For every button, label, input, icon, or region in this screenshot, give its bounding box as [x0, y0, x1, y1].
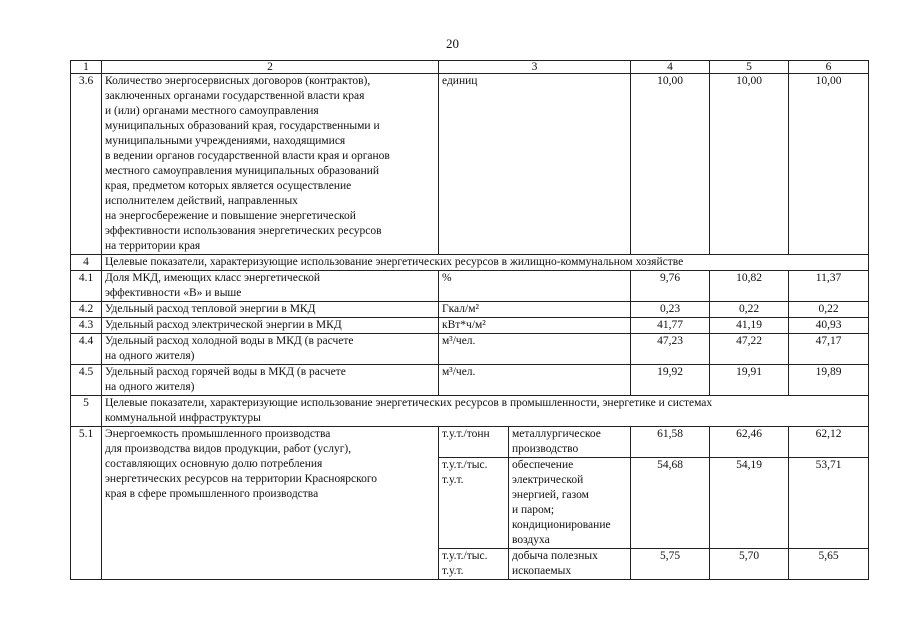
text-line: в ведении органов государственной власти края и органов	[105, 150, 390, 162]
text-line: Удельный расход горячей воды в МКД (в расчете	[105, 366, 346, 378]
text-line: электрической	[512, 474, 584, 486]
text-line: энергетических ресурсов на территории Красноярского	[105, 473, 378, 485]
value-cell: 41,77	[631, 318, 710, 334]
value-cell: 40,93	[789, 318, 869, 334]
text-line: обеспечение	[512, 459, 574, 471]
indicator-name: Удельный расход электрической энергии в МКД	[102, 318, 439, 334]
unit-cell: Гкал/м²	[439, 302, 631, 318]
value-cell: 10,82	[710, 271, 789, 302]
section-row	[71, 396, 869, 427]
unit-cell	[439, 427, 509, 458]
header-cell: 4	[631, 61, 710, 74]
table-row	[71, 427, 869, 458]
text-line: Доля МКД, имеющих класс энергетической	[105, 272, 321, 284]
indicator-name	[102, 427, 439, 580]
text-line: и паром;	[512, 504, 555, 516]
text-line: Количество энергосервисных договоров (контрактов),	[105, 75, 371, 87]
sector-cell	[509, 427, 631, 458]
indicator-name	[102, 74, 439, 255]
header-cell: 5	[710, 61, 789, 74]
table-row	[71, 318, 869, 334]
text-line: кондиционирование	[512, 519, 611, 531]
value-cell: 47,23	[631, 334, 710, 365]
row-number: 4.5	[71, 365, 102, 396]
text-line: и (или) органами местного самоуправления	[105, 105, 319, 117]
indicators-table	[70, 60, 869, 580]
text-line: края, предметом которых является осуществление	[105, 180, 352, 192]
value-cell: 54,68	[631, 458, 710, 549]
text-line: добыча полезных	[512, 550, 598, 562]
value-cell: 0,22	[710, 302, 789, 318]
text-line: т.у.т./тыс.	[442, 459, 488, 471]
table-row	[71, 271, 869, 302]
value-cell: 19,91	[710, 365, 789, 396]
unit-cell: единиц	[439, 74, 631, 255]
sector-cell	[509, 458, 631, 549]
value-cell: 62,46	[710, 427, 789, 458]
header-cell: 6	[789, 61, 869, 74]
value-cell: 10,00	[631, 74, 710, 255]
section-row	[71, 255, 869, 271]
value-cell: 47,17	[789, 334, 869, 365]
unit-cell	[439, 458, 509, 549]
section-title	[102, 396, 869, 427]
header-cell: 1	[71, 61, 102, 74]
section-number: 4	[71, 255, 102, 271]
value-cell: 10,00	[710, 74, 789, 255]
text-line: муниципальных образований края, государственными и	[105, 120, 380, 132]
unit-cell: м³/чел.	[439, 365, 631, 396]
header-cell: 2	[102, 61, 439, 74]
row-number: 4.4	[71, 334, 102, 365]
unit-cell: м³/чел.	[439, 334, 631, 365]
value-cell: 61,58	[631, 427, 710, 458]
text-line: металлургическое	[512, 428, 601, 440]
text-line: производство	[512, 443, 579, 455]
value-cell: 53,71	[789, 458, 869, 549]
text-line: т.у.т.	[442, 474, 464, 486]
indicator-name: Удельный расход тепловой энергии в МКД	[102, 302, 439, 318]
text-line: на территории края	[105, 240, 201, 252]
value-cell: 47,22	[710, 334, 789, 365]
header-cell: 3	[439, 61, 631, 74]
value-cell: 19,89	[789, 365, 869, 396]
row-number: 4.1	[71, 271, 102, 302]
value-cell: 0,23	[631, 302, 710, 318]
text-line: т.у.т./тонн	[442, 428, 490, 440]
value-cell: 54,19	[710, 458, 789, 549]
value-cell: 9,76	[631, 271, 710, 302]
text-line: т.у.т./тыс.	[442, 550, 488, 562]
page-number: 20	[446, 36, 459, 51]
text-line: воздуха	[512, 534, 550, 546]
text-line: составляющих основную долю потребления	[105, 458, 323, 470]
section-number: 5	[71, 396, 102, 427]
text-line: муниципальными учреждениями, находящимися	[105, 135, 346, 147]
text-line: коммунальной инфраструктуры	[105, 412, 261, 424]
unit-cell: кВт*ч/м²	[439, 318, 631, 334]
text-line: на энергосбережение и повышение энергетической	[105, 210, 356, 222]
row-number: 3.6	[71, 74, 102, 255]
row-number: 4.3	[71, 318, 102, 334]
text-line: на одного жителя)	[105, 350, 195, 362]
header-row	[71, 61, 869, 74]
text-line: края в сфере промышленного производства	[105, 488, 319, 500]
row-number: 5.1	[71, 427, 102, 580]
sector-cell	[509, 549, 631, 580]
section-title: Целевые показатели, характеризующие использование энергетических ресурсов в жилищно-коммунальном хозяйстве	[102, 255, 869, 271]
text-line: исполнителем действий, направленных	[105, 195, 298, 207]
value-cell: 5,75	[631, 549, 710, 580]
value-cell: 5,65	[789, 549, 869, 580]
text-line: т.у.т.	[442, 565, 464, 577]
value-cell: 19,92	[631, 365, 710, 396]
text-line: заключенных органами государственной власти края	[105, 90, 365, 102]
text-line: Удельный расход холодной воды в МКД (в расчете	[105, 335, 354, 347]
value-cell: 41,19	[710, 318, 789, 334]
value-cell: 0,22	[789, 302, 869, 318]
unit-cell: %	[439, 271, 631, 302]
value-cell: 10,00	[789, 74, 869, 255]
indicator-name	[102, 365, 439, 396]
indicator-name	[102, 271, 439, 302]
table-row	[71, 74, 869, 255]
text-line: местного самоуправления муниципальных образований	[105, 165, 380, 177]
value-cell: 62,12	[789, 427, 869, 458]
text-line: для производства видов продукции, работ (услуг),	[105, 443, 352, 455]
text-line: эффективности использования энергетических ресурсов	[105, 225, 382, 237]
indicator-name	[102, 334, 439, 365]
text-line: энергией, газом	[512, 489, 589, 501]
table-row	[71, 365, 869, 396]
text-line: Энергоемкость промышленного производства	[105, 428, 331, 440]
value-cell: 11,37	[789, 271, 869, 302]
text-line: ископаемых	[512, 565, 572, 577]
text-line: эффективности «В» и выше	[105, 287, 242, 299]
row-number: 4.2	[71, 302, 102, 318]
table-row	[71, 334, 869, 365]
text-line: на одного жителя)	[105, 381, 195, 393]
value-cell: 5,70	[710, 549, 789, 580]
text-line: Целевые показатели, характеризующие использование энергетических ресурсов в промышленности, энергетике и системах	[105, 397, 713, 409]
unit-cell	[439, 549, 509, 580]
table-row	[71, 302, 869, 318]
